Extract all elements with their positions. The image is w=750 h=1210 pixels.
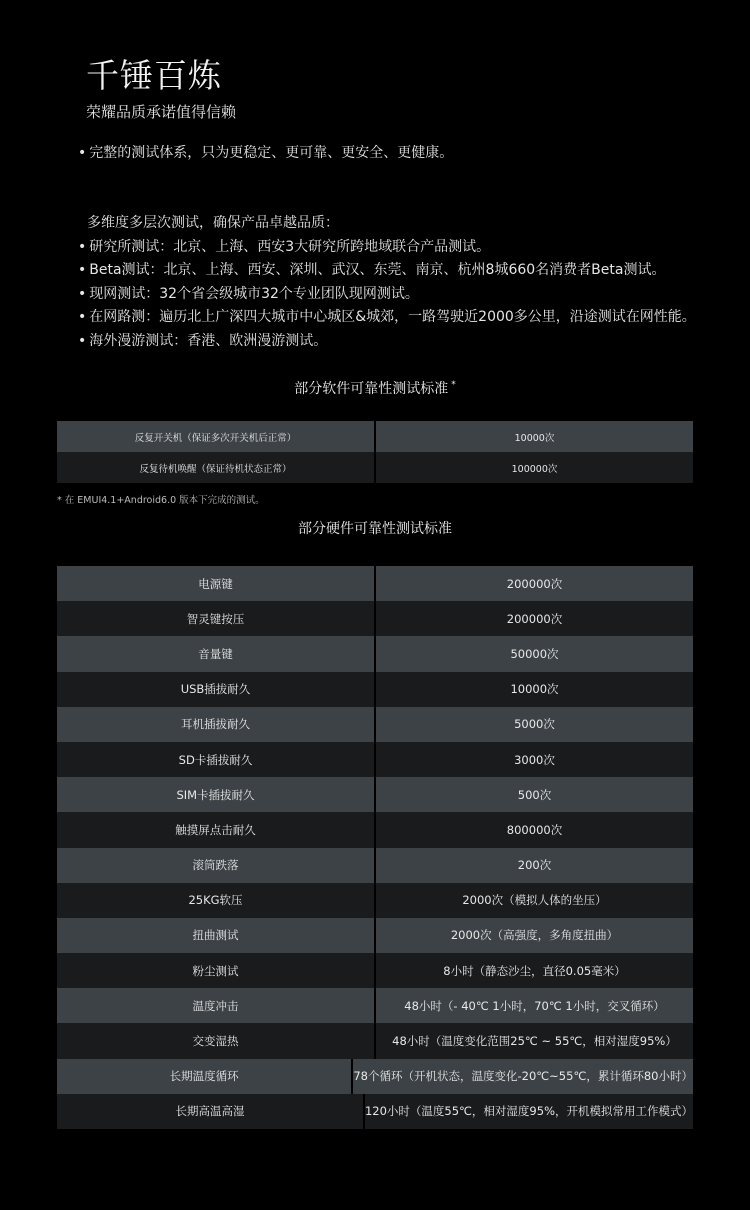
multi-test-item: • Beta测试：北京、上海、西安、深圳、武汉、东莞、南京、杭州8城660名消费者Beta测试。: [78, 259, 696, 283]
table-cell-item: 长期高温高湿: [175, 1104, 245, 1119]
table-cell-value: 48小时（温度变化范围25℃ ~ 55℃，相对湿度95%）: [374, 1023, 693, 1058]
table-cell-value: 2000次（高强度，多角度扭曲）: [374, 918, 693, 953]
page-subtitle: 荣耀品质承诺值得信赖: [86, 103, 237, 121]
table-cell-value: 200000次: [374, 566, 693, 601]
table-cell-item: USB插拔耐久: [180, 682, 251, 697]
table-row: [57, 1023, 693, 1058]
table-cell-value: 100000次: [374, 452, 693, 483]
hardware-title-text: 部分硬件可靠性测试标准: [298, 521, 452, 537]
table-cell-item: 电源键: [198, 576, 233, 591]
table-row: [57, 953, 693, 988]
intro-text: • 完整的测试体系，只为更稳定、更可靠、更安全、更健康。: [78, 142, 453, 166]
multi-test-item: • 现网测试：32个省会级城市32个专业团队现网测试。: [78, 283, 696, 307]
table-cell-item: SD卡插拔耐久: [178, 752, 253, 767]
table-cell-item: 耳机插拔耐久: [181, 717, 250, 732]
table-cell-item: SIM卡插拔耐久: [176, 787, 255, 802]
table-cell-item: 音量键: [198, 646, 233, 661]
table-cell-value: 10000次: [374, 421, 693, 452]
table-cell-value: 800000次: [374, 812, 693, 847]
table-row: [57, 777, 693, 812]
table-cell-item: 温度冲击: [192, 998, 239, 1013]
table-cell-value: 2000次（模拟人体的坐压）: [374, 883, 693, 918]
table-row: [57, 636, 693, 671]
table-row: [57, 988, 693, 1023]
table-row: [57, 883, 693, 918]
table-cell-item: 反复开关机（保证多次开关机后正常）: [134, 432, 297, 444]
table-cell-item: 触摸屏点击耐久: [175, 822, 256, 837]
table-row: [57, 566, 693, 601]
table-cell-item: 扭曲测试: [192, 928, 239, 943]
table-cell-value: 8小时（静态沙尘，直径0.05毫米）: [374, 953, 693, 988]
table-row: [57, 848, 693, 883]
table-row: [57, 742, 693, 777]
table-cell-item: 长期温度循环: [169, 1069, 239, 1084]
table-cell-value: 10000次: [374, 672, 693, 707]
table-cell-value: 3000次: [374, 742, 693, 777]
multi-test-block: [78, 212, 696, 353]
software-title-text: 部分软件可靠性测试标准: [294, 381, 449, 397]
multi-test-item: • 海外漫游测试：香港、欧洲漫游测试。: [78, 330, 696, 354]
table-row: [57, 707, 693, 742]
intro-block: [78, 142, 453, 166]
hardware-section-title: [0, 518, 750, 538]
table-row: [57, 1059, 693, 1094]
table-cell-value: 50000次: [374, 636, 693, 671]
table-cell-value: 500次: [374, 777, 693, 812]
hardware-table: [57, 566, 693, 1129]
table-row: [57, 452, 693, 483]
page-title: 千锤百炼: [86, 56, 222, 95]
multi-test-item: • 在网路测：遍历北上广深四大城市中心城区&城郊，一路驾驶近2000多公里，沿途测试在网性能。: [78, 306, 696, 330]
software-footnote: * 在 EMUI4.1+Android6.0 版本下完成的测试。: [57, 495, 265, 506]
multi-test-item: • 研究所测试：北京、上海、西安3大研究所跨地域联合产品测试。: [78, 236, 696, 260]
table-cell-value: 200次: [374, 848, 693, 883]
table-cell-item: 25KG软压: [188, 893, 243, 908]
table-cell-value: 5000次: [374, 707, 693, 742]
table-cell-item: 滚筒跌落: [192, 858, 239, 873]
table-row: [57, 601, 693, 636]
table-row: [57, 918, 693, 953]
table-cell-item: 智灵键按压: [186, 611, 245, 626]
table-cell-item: 交变湿热: [192, 1034, 239, 1049]
multi-test-heading: 多维度多层次测试，确保产品卓越品质：: [87, 215, 339, 231]
table-cell-value: 120小时（温度55℃，相对湿度95%，开机模拟常用工作模式）: [363, 1094, 693, 1129]
software-table: [57, 421, 693, 483]
table-cell-value: 48小时（- 40℃ 1小时，70℃ 1小时，交叉循环）: [374, 988, 693, 1023]
software-section-title: [0, 378, 750, 398]
table-row: [57, 421, 693, 452]
table-row: [57, 1094, 693, 1129]
software-title-mark: *: [451, 380, 456, 391]
table-row: [57, 812, 693, 847]
table-row: [57, 672, 693, 707]
table-cell-item: 粉尘测试: [192, 963, 239, 978]
table-cell-item: 反复待机唤醒（保证待机状态正常）: [139, 463, 292, 475]
table-cell-value: 78个循环（开机状态，温度变化-20℃~55℃，累计循环80小时）: [351, 1059, 693, 1094]
table-cell-value: 200000次: [374, 601, 693, 636]
